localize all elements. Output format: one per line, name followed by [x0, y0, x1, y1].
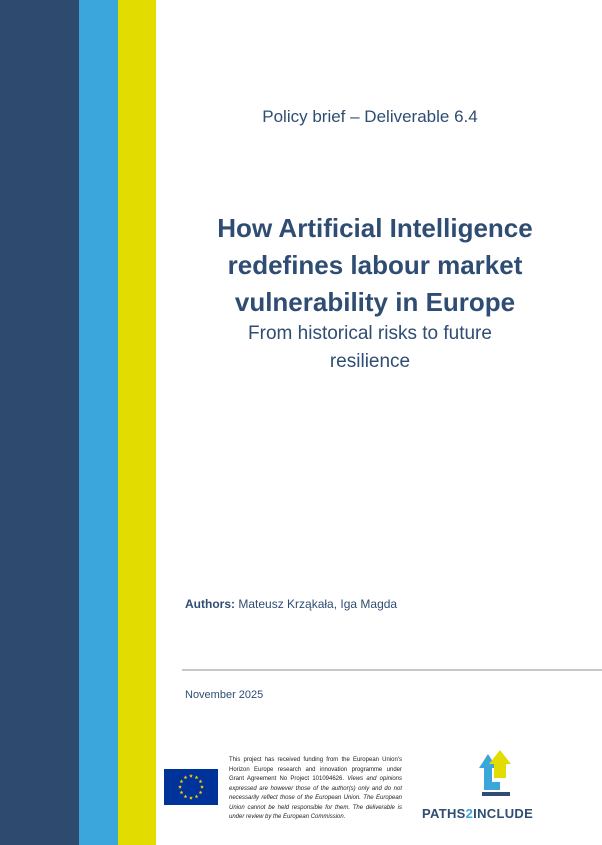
subtitle-line: From historical risks to future	[248, 323, 492, 344]
funding-disclaimer	[229, 756, 402, 823]
divider	[182, 669, 602, 671]
stripe-dark	[0, 0, 79, 845]
logo-text-num: 2	[465, 806, 474, 821]
disclaimer-italic-text: Views and opinions expressed are however those of the author(s) only and do not necessarily reflect those of the European Union. The European Union cannot be held responsible for them. The deliverable is under review by the European Commission.	[229, 776, 402, 820]
project-logo-text	[422, 806, 533, 821]
title-line: How Artificial Intelligence	[217, 213, 533, 243]
stripe-yellow	[118, 0, 156, 845]
deliverable-label: Policy brief – Deliverable 6.4	[262, 107, 478, 126]
disclaimer-text: This project has received funding from the European Union's Horizon Europe research and innovation programme under Grant Agreement No Project 101094626.	[229, 757, 402, 782]
subtitle-line: resilience	[329, 351, 411, 372]
publication-date: November 2025	[185, 689, 264, 701]
authors-line	[185, 597, 397, 611]
authors-label: Authors:	[185, 597, 235, 611]
title-line: redefines labour market	[227, 250, 523, 280]
authors-names: Mateusz Krząkała, Iga Magda	[238, 597, 398, 611]
document-title	[190, 210, 560, 321]
logo-text-a: PATHS	[422, 806, 466, 821]
eu-flag-icon	[164, 769, 218, 805]
document-subtitle	[200, 320, 540, 376]
arrows-up-icon	[478, 748, 514, 798]
title-line: vulnerability in Europe	[234, 287, 516, 317]
stripe-blue	[79, 0, 118, 845]
logo-text-b: INCLUDE	[473, 806, 534, 821]
